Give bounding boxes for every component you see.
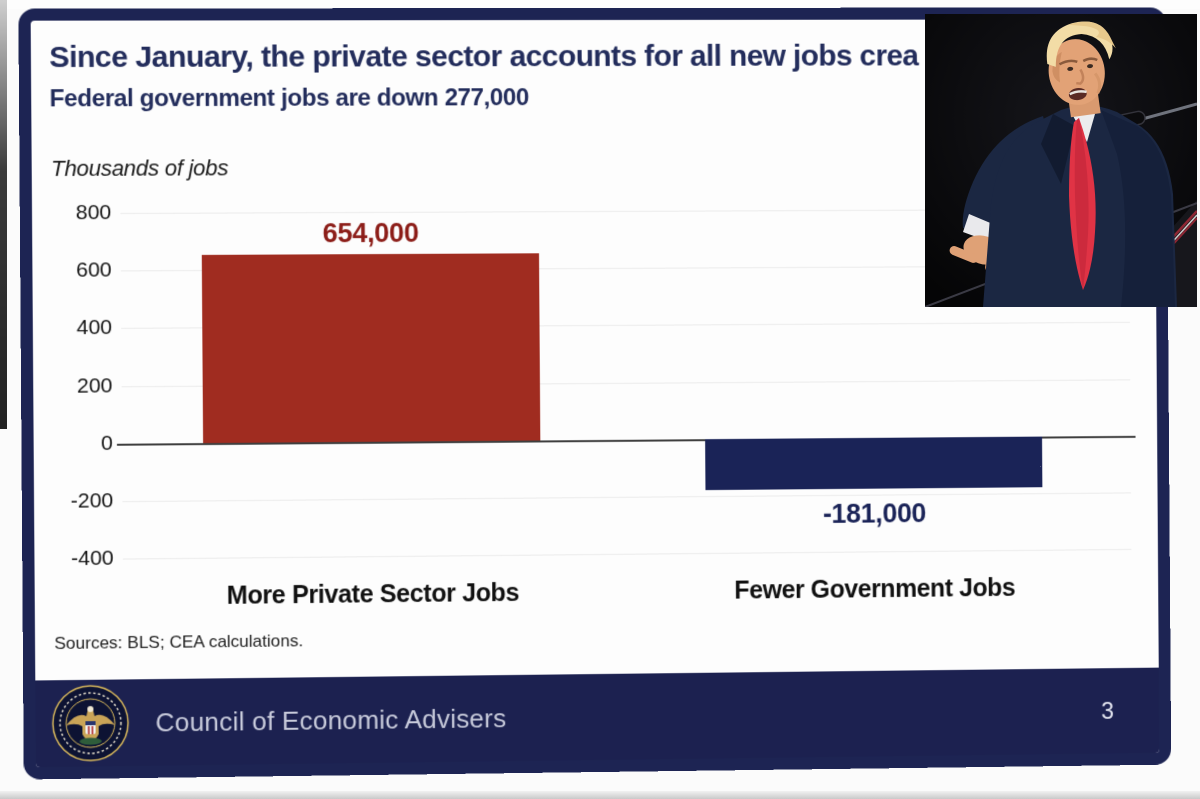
speaker-inset-photo [925, 14, 1197, 307]
slide-title: Since January, the private sector accounts for all new jobs crea [49, 39, 919, 75]
private-sector-bar [202, 253, 541, 443]
y-tick-label: -200 [70, 488, 114, 513]
slide-subtitle: Federal government jobs are down 277,000 [49, 84, 529, 113]
bar-value-label: 654,000 [322, 217, 419, 249]
footer-org-name: Council of Economic Advisers [155, 702, 507, 737]
y-tick-label: 400 [76, 316, 113, 340]
bar-column-private-sector [201, 211, 541, 610]
y-axis-tick-labels [32, 200, 114, 571]
photo-bottom-edge [0, 791, 1200, 799]
sources-note: Sources: BLS; CEA calculations. [54, 631, 304, 654]
y-tick-label: 600 [76, 258, 112, 282]
slide-page-number: 3 [1101, 697, 1114, 724]
y-tick-label: 0 [100, 431, 113, 455]
category-label: More Private Sector Jobs [226, 578, 520, 610]
y-tick-label: 200 [76, 373, 113, 398]
y-tick-label: 800 [75, 200, 112, 225]
bar-value-label: -181,000 [822, 498, 927, 530]
executive-office-seal-icon [52, 684, 130, 762]
y-tick-label: -400 [70, 546, 114, 571]
speaker-illustration [925, 14, 1197, 307]
category-label: Fewer Government Jobs [734, 573, 1016, 605]
photo-left-edge [0, 0, 7, 429]
chart-axis-title: Thousands of jobs [50, 155, 229, 182]
footer-band [35, 668, 1159, 768]
government-bar [705, 436, 1042, 490]
